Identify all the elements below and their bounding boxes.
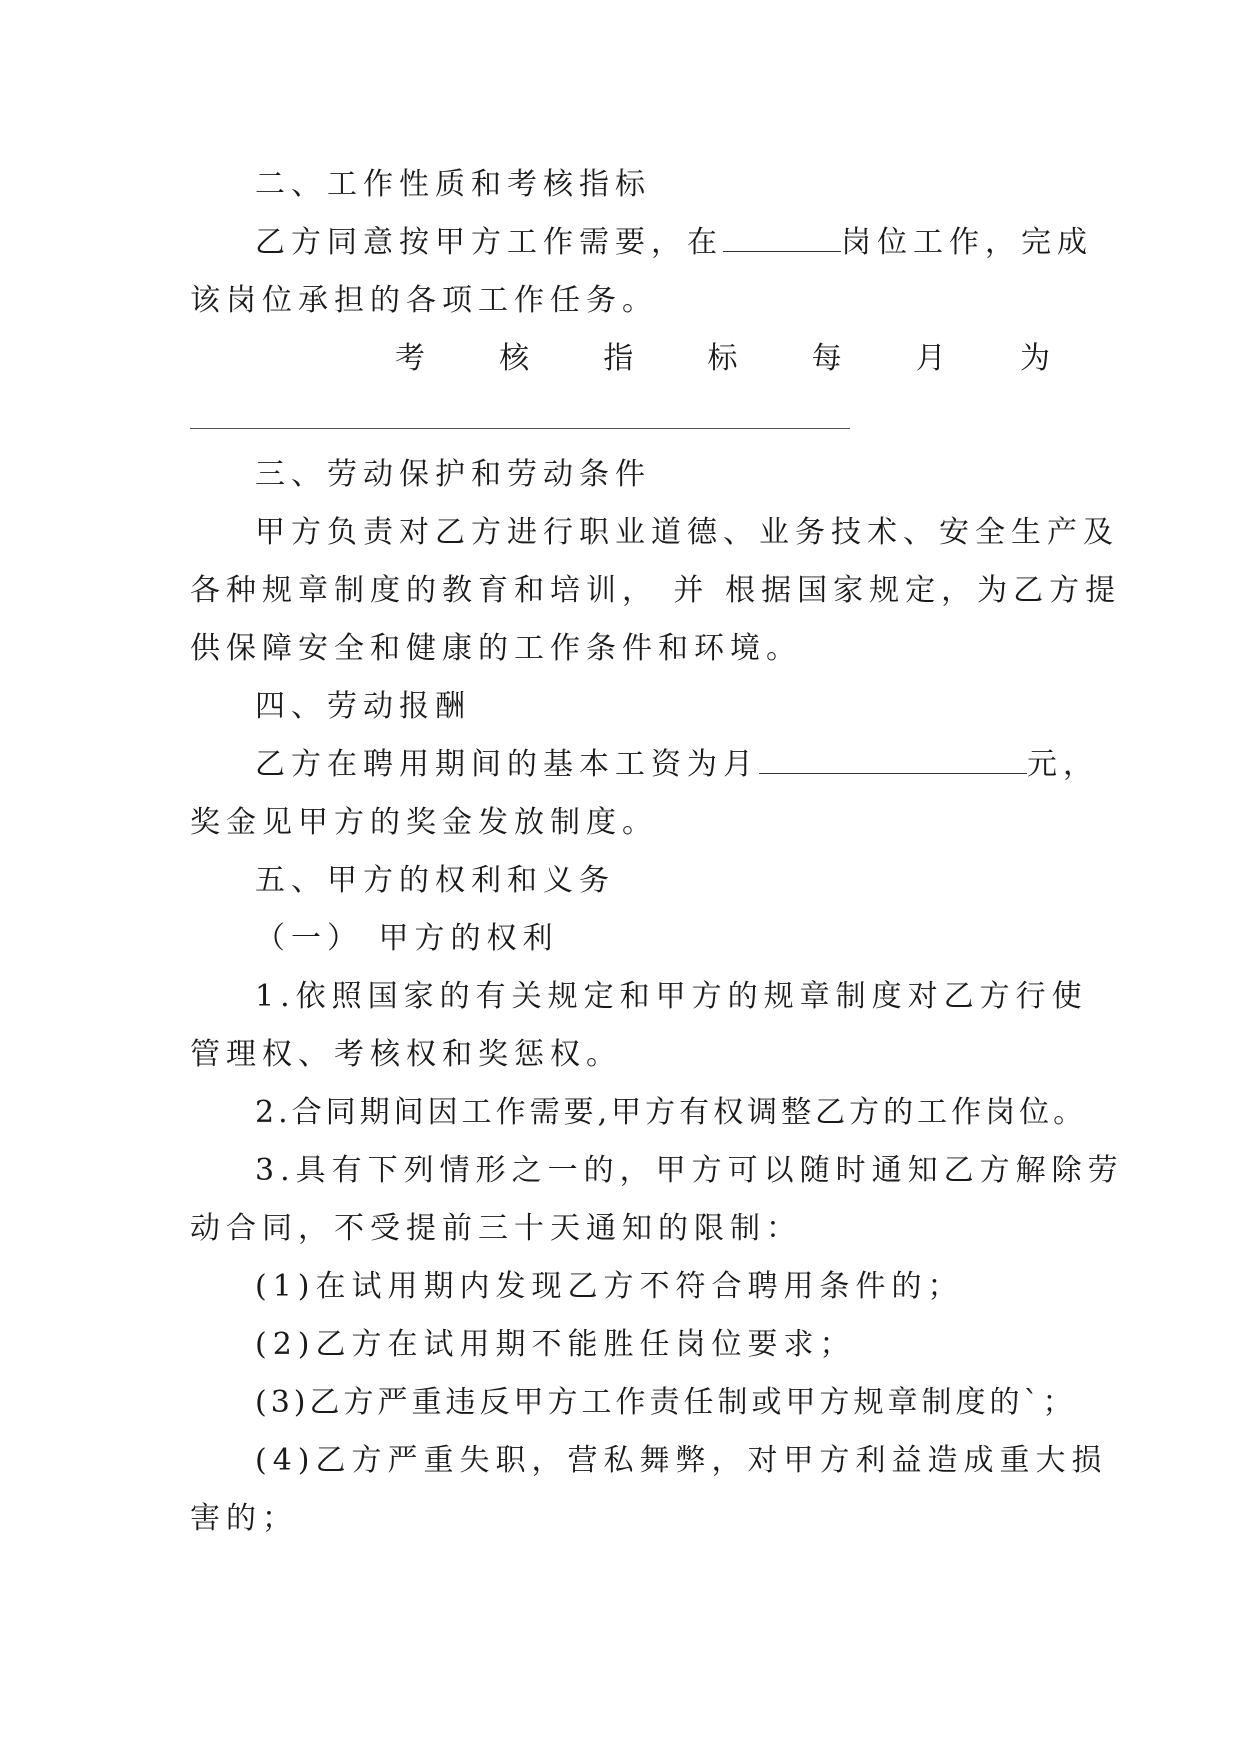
assessment-char: 为: [1019, 341, 1050, 376]
assessment-blank-line: [190, 428, 850, 429]
sub-item-2: (2)乙方在试用期不能胜任岗位要求；: [255, 1327, 856, 1362]
section2-paragraph-line2: 该岗位承担的各项工作任务。: [190, 283, 658, 318]
assessment-char: 考: [395, 341, 425, 376]
sub-item-4-line2: 害的；: [190, 1501, 298, 1536]
assessment-char: 每: [811, 341, 842, 376]
section2-paragraph-line1: [255, 223, 1093, 263]
section2-text-b: 岗位工作，完成: [841, 225, 1093, 260]
section5-heading: 五、甲方的权利和义务: [255, 863, 615, 898]
section3-line1: 甲方负责对乙方进行职业道德、业务技术、安全生产及: [255, 515, 1119, 550]
item3-line2: 动合同，不受提前三十天通知的限制：: [190, 1211, 802, 1246]
assessment-char: 标: [707, 341, 738, 376]
salary-unit: 元，: [1027, 747, 1099, 782]
section3-line2: 各种规章制度的教育和培训， 并 根据国家规定，为乙方提: [190, 573, 1122, 608]
assessment-char: 指: [603, 341, 634, 376]
section4-line1: [255, 745, 1099, 785]
section3-heading: 三、劳动保护和劳动条件: [255, 457, 651, 492]
section2-heading: 二、工作性质和考核指标: [255, 167, 651, 202]
assessment-char: 月: [915, 341, 946, 376]
assessment-line: [395, 339, 1050, 379]
item1-line1: 1.依照国家的有关规定和甲方的规章制度对乙方行使: [255, 979, 1088, 1014]
section3-line3: 供保障安全和健康的工作条件和环境。: [190, 631, 802, 666]
item2-line1: 2.合同期间因工作需要,甲方有权调整乙方的工作岗位。: [255, 1095, 1088, 1130]
section4-heading: 四、劳动报酬: [255, 689, 471, 724]
item3-line1: 3.具有下列情形之一的，甲方可以随时通知乙方解除劳: [255, 1153, 1124, 1188]
section4-line2: 奖金见甲方的奖金发放制度。: [190, 805, 658, 840]
section2-text-a: 乙方同意按甲方工作需要，在: [255, 225, 723, 260]
assessment-char: 核: [499, 341, 530, 376]
section5-subheading: （一） 甲方的权利: [255, 921, 559, 956]
sub-item-3: (3)乙方严重违反甲方工作责任制或甲方规章制度的`；: [255, 1385, 1077, 1420]
position-blank: [723, 223, 841, 252]
sub-item-4-line1: (4)乙方严重失职，营私舞弊，对甲方利益造成重大损: [255, 1443, 1108, 1478]
sub-item-1: (1)在试用期内发现乙方不符合聘用条件的；: [255, 1269, 964, 1304]
item1-line2: 管理权、考核权和奖惩权。: [190, 1037, 622, 1072]
salary-blank: [759, 745, 1027, 774]
salary-text: 乙方在聘用期间的基本工资为月: [255, 747, 759, 782]
